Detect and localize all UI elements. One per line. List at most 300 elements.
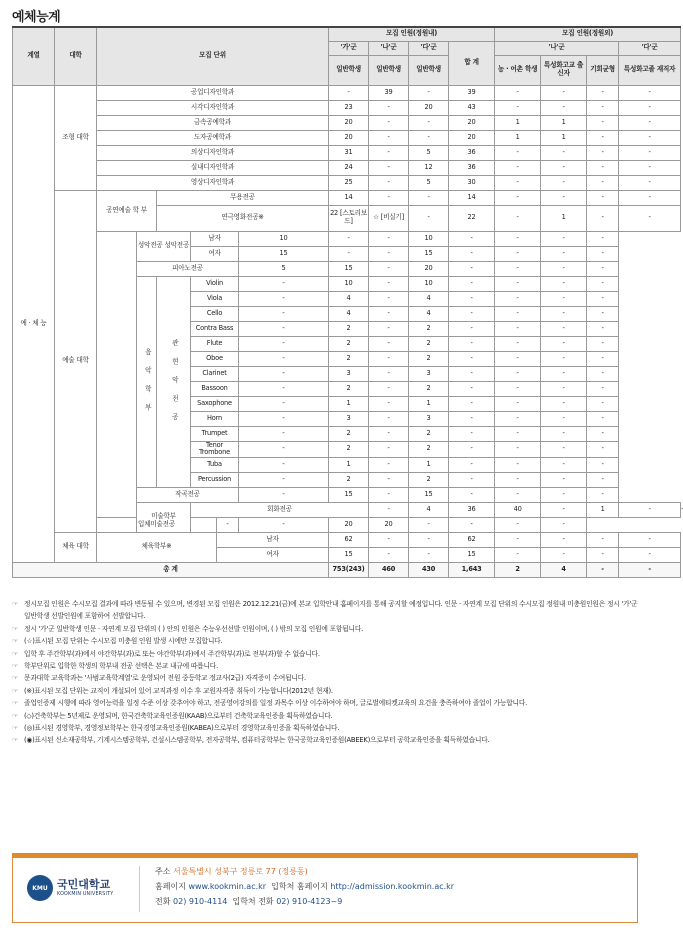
value-cell: - <box>369 366 409 381</box>
note-text: 정시 '가'군 일반학생 인문 · 자연계 모집 단위의 ( ) 안의 인원은 수능우선선발 인원이며, ( ) 밖의 모집 인원에 포함됩니다. <box>24 624 364 633</box>
value-cell: - <box>449 411 495 426</box>
value-cell: 1 <box>541 205 587 231</box>
value-cell: 2 <box>409 336 449 351</box>
value-cell: - <box>541 175 587 190</box>
value-cell: - <box>239 396 329 411</box>
group-orch <box>157 276 191 487</box>
total-value: - <box>587 562 619 577</box>
value-cell: - <box>541 321 587 336</box>
header-special-worker: 특성화고졸 재직자 <box>619 55 681 85</box>
value-cell: 2 <box>409 321 449 336</box>
value-cell: - <box>541 261 587 276</box>
value-cell: - <box>329 85 369 100</box>
value-cell: - <box>495 321 541 336</box>
value-cell: - <box>495 532 541 547</box>
university-logo-icon: KMU <box>27 875 53 901</box>
value-cell: - <box>619 175 681 190</box>
value-cell: 24 <box>329 160 369 175</box>
value-cell: - <box>541 396 587 411</box>
total-value: - <box>619 562 681 577</box>
value-cell: 2 <box>329 381 369 396</box>
value-cell: 2 <box>409 351 449 366</box>
unit-label: 의상디자인학과 <box>97 145 329 160</box>
value-cell: 2 <box>409 426 449 441</box>
value-cell: - <box>587 261 619 276</box>
value-cell: - <box>449 321 495 336</box>
value-cell: - <box>369 246 409 261</box>
note-item <box>12 660 640 672</box>
homepage-line <box>155 879 454 894</box>
value-cell: - <box>495 336 541 351</box>
value-cell: 10 <box>409 276 449 291</box>
header-na: '나'군 <box>369 41 409 55</box>
value-cell: - <box>239 276 329 291</box>
note-text: (※)표시된 모집 단위는 교직이 개설되어 있어 교직과정 이수 후 교원자격증 취득이 가능합니다(2012년 현재). <box>24 686 333 695</box>
value-cell: - <box>409 130 449 145</box>
value-cell: - <box>541 532 587 547</box>
value-cell: - <box>541 336 587 351</box>
value-cell: 23 <box>329 100 369 115</box>
value-cell: 1 <box>409 396 449 411</box>
value-cell: 1 <box>541 130 587 145</box>
gender-male: 남자 <box>191 231 239 246</box>
value-cell: - <box>541 457 587 472</box>
spacer-cell <box>97 231 137 517</box>
value-cell: - <box>495 411 541 426</box>
value-cell: - <box>587 547 619 562</box>
value-cell: 2 <box>409 472 449 487</box>
group-music <box>137 276 157 487</box>
header-general-na: 일반학생 <box>369 55 409 85</box>
unit-label: 도자공예학과 <box>97 130 329 145</box>
value-cell: 1 <box>409 457 449 472</box>
value-cell: 2 <box>329 321 369 336</box>
value-cell: 30 <box>449 175 495 190</box>
admission-label: 입학처 홈페이지 <box>271 882 328 891</box>
note-marker-icon: ☞ <box>12 699 18 708</box>
value-cell: - <box>495 246 541 261</box>
value-cell: - <box>239 426 329 441</box>
value-cell: 2 <box>329 472 369 487</box>
value-cell: - <box>587 130 619 145</box>
value-cell: 15 <box>239 246 329 261</box>
note-item <box>12 710 640 722</box>
header-equal: 기회균형 <box>587 55 619 85</box>
note-item <box>12 598 640 623</box>
value-cell: 4 <box>409 306 449 321</box>
value-cell: - <box>369 396 409 411</box>
value-cell: - <box>541 517 587 532</box>
value-cell: 4 <box>409 291 449 306</box>
value-cell: 36 <box>449 145 495 160</box>
header-da: '다'군 <box>409 41 449 55</box>
value-cell: 10 <box>329 276 369 291</box>
value-cell: - <box>587 336 619 351</box>
value-cell: - <box>369 291 409 306</box>
total-value: 1,643 <box>449 562 495 577</box>
value-cell: - <box>369 276 409 291</box>
value-cell: - <box>495 291 541 306</box>
value-cell: - <box>409 190 449 205</box>
value-cell: - <box>587 231 619 246</box>
value-cell: - <box>495 145 541 160</box>
note-item <box>12 672 640 684</box>
value-cell: 3 <box>409 411 449 426</box>
value-cell: 20 <box>409 261 449 276</box>
recruitment-table-wrap <box>12 26 676 578</box>
value-cell: ☆ [비실기] <box>369 205 409 231</box>
value-cell: - <box>495 426 541 441</box>
gender-female: 여자 <box>191 246 239 261</box>
note-marker-icon: ☞ <box>12 674 18 683</box>
value-cell: - <box>619 502 681 517</box>
value-cell: - <box>409 517 449 532</box>
value-cell: - <box>495 366 541 381</box>
address-label: 주소 <box>155 867 171 876</box>
value-cell: - <box>541 472 587 487</box>
header-general-ga: 일반학생 <box>329 55 369 85</box>
value-cell: - <box>369 261 409 276</box>
value-cell: - <box>495 487 541 502</box>
value-cell: - <box>495 547 541 562</box>
value-cell: 62 <box>449 532 495 547</box>
note-marker-icon: ☞ <box>12 736 18 745</box>
total-value: 2 <box>495 562 541 577</box>
value-cell: 20 <box>329 115 369 130</box>
value-cell: - <box>449 366 495 381</box>
total-label: 총 계 <box>13 562 329 577</box>
note-marker-icon: ☞ <box>12 711 18 720</box>
value-cell: - <box>619 115 681 130</box>
value-cell: 20 <box>329 517 369 532</box>
value-cell: - <box>239 472 329 487</box>
value-cell: - <box>541 306 587 321</box>
homepage-link[interactable]: www.kookmin.ac.kr <box>188 882 267 891</box>
value-cell: - <box>495 160 541 175</box>
value-cell: - <box>587 457 619 472</box>
note-text: (◉)표시된 신소재공학부, 기계시스템공학부, 건설시스템공학부, 전자공학부, 컴퓨터공학부는 한국공학교육인증원(ABEEK)으로부터 공학교육인증을 획득하였습니다. <box>24 736 490 745</box>
value-cell: 39 <box>449 85 495 100</box>
value-cell: 5 <box>409 175 449 190</box>
value-cell: - <box>329 246 369 261</box>
university-name-en: KOOKMIN UNIVERSITY <box>57 892 114 897</box>
value-cell: 2 <box>329 426 369 441</box>
value-cell: - <box>587 306 619 321</box>
value-cell: - <box>587 276 619 291</box>
value-cell: - <box>587 100 619 115</box>
value-cell: - <box>587 85 619 100</box>
value-cell: - <box>495 306 541 321</box>
value-cell: - <box>541 487 587 502</box>
value-cell: - <box>369 190 409 205</box>
note-item <box>12 635 640 647</box>
phone-value: 02) 910-4114 <box>173 897 228 906</box>
unit-label: 피아노전공 <box>137 261 239 276</box>
value-cell: - <box>587 381 619 396</box>
value-cell: - <box>619 205 681 231</box>
gender-female: 여자 <box>217 547 329 562</box>
value-cell: - <box>239 321 329 336</box>
header-outside: 모집 인원(정원외) <box>495 27 681 41</box>
value-cell: - <box>541 276 587 291</box>
value-cell: - <box>369 160 409 175</box>
total-value: 430 <box>409 562 449 577</box>
note-marker-icon: ☞ <box>12 637 18 646</box>
value-cell: - <box>369 351 409 366</box>
value-cell: 4 <box>329 306 369 321</box>
value-cell: - <box>369 502 409 517</box>
unit-label: 영상디자인학과 <box>97 175 329 190</box>
value-cell: - <box>619 532 681 547</box>
note-item <box>12 648 640 660</box>
value-cell: 15 <box>329 261 369 276</box>
unit-label: Bassoon <box>191 381 239 396</box>
value-cell: - <box>587 190 619 205</box>
value-cell: 1 <box>329 396 369 411</box>
value-cell: 20 <box>409 100 449 115</box>
value-cell: 20 <box>449 130 495 145</box>
value-cell: - <box>587 291 619 306</box>
unit-label: 실내디자인학과 <box>97 160 329 175</box>
value-cell: 39 <box>369 85 409 100</box>
value-cell: - <box>369 321 409 336</box>
value-cell: - <box>369 306 409 321</box>
note-text: (☆)표시된 모집 단위는 수시모집 미충원 인원 발생 시에만 모집합니다. <box>24 637 223 646</box>
value-cell: - <box>587 205 619 231</box>
value-cell: - <box>449 231 495 246</box>
value-cell: 20 <box>329 130 369 145</box>
note-text: (◎)표시된 경영학부, 경영정보학부는 한국경영교육인증원(KABEA)으로부터 경영학교육인증을 획득하였습니다. <box>24 724 340 733</box>
unit-label: Percussion <box>191 472 239 487</box>
header-unit: 모집 단위 <box>97 27 329 85</box>
unit-label: Tenor Trombone <box>191 441 239 457</box>
university-name: 국민대학교 <box>57 878 111 891</box>
note-marker-icon: ☞ <box>12 649 18 658</box>
value-cell: 1 <box>541 115 587 130</box>
unit-label: Trumpet <box>191 426 239 441</box>
unit-label: Clarinet <box>191 366 239 381</box>
address-line <box>155 864 454 879</box>
value-cell: 2 <box>329 351 369 366</box>
note-text: 입학 후 주간학부(과)에서 야간학부(과)로 또는 야간학부(과)에서 주간학부(과)로 전부(과)할 수 없습니다. <box>24 649 320 658</box>
value-cell: - <box>541 190 587 205</box>
college-design: 조형 대학 <box>55 85 97 190</box>
header-univ: 대학 <box>55 27 97 85</box>
value-cell: - <box>587 160 619 175</box>
gender-male: 남자 <box>217 532 329 547</box>
value-cell: - <box>541 547 587 562</box>
admission-link[interactable]: http://admission.kookmin.ac.kr <box>330 882 455 891</box>
value-cell: - <box>495 381 541 396</box>
value-cell: 3 <box>409 366 449 381</box>
value-cell: - <box>369 381 409 396</box>
value-cell: - <box>369 115 409 130</box>
value-cell: - <box>541 291 587 306</box>
value-cell: - <box>449 426 495 441</box>
header-total: 합 계 <box>449 41 495 85</box>
value-cell: - <box>239 306 329 321</box>
value-cell: - <box>239 351 329 366</box>
notes-list <box>12 598 640 747</box>
header-na-out: '나'군 <box>495 41 619 55</box>
value-cell: - <box>587 351 619 366</box>
value-cell: - <box>369 231 409 246</box>
group-perform: 공연예술 학 부 <box>97 190 157 231</box>
value-cell: - <box>619 160 681 175</box>
footer-info <box>155 864 454 909</box>
value-cell: 43 <box>449 100 495 115</box>
value-cell: - <box>587 472 619 487</box>
note-item <box>12 697 640 709</box>
college-arts: 예술 대학 <box>55 190 97 532</box>
value-cell: - <box>541 246 587 261</box>
note-marker-icon: ☞ <box>12 662 18 671</box>
note-marker-icon: ☞ <box>12 600 18 608</box>
value-cell: - <box>239 411 329 426</box>
value-cell: - <box>449 487 495 502</box>
value-cell: - <box>541 426 587 441</box>
value-cell: - <box>369 441 409 457</box>
value-cell: - <box>239 336 329 351</box>
value-cell: - <box>449 261 495 276</box>
note-text: 정시모집 인원은 수시모집 결과에 따라 변동될 수 있으며, 변경된 모집 인원은 2012.12.21(금)에 본교 입학안내 홈페이지를 통해 공지할 예정입니다. 인문 · 자연계 모집 단위의 수시모집 정원내 미충원인원은 정시 '가'군 일반학생 선발인원에 포함하여 선발합니다. <box>24 600 638 621</box>
value-cell: 2 <box>409 381 449 396</box>
note-item <box>12 685 640 697</box>
header-rural: 농 · 어촌 학생 <box>495 55 541 85</box>
value-cell: 20 <box>449 115 495 130</box>
page-title: 예체능계 <box>12 10 61 25</box>
value-cell: - <box>541 411 587 426</box>
value-cell: - <box>369 411 409 426</box>
value-cell: - <box>369 547 409 562</box>
unit-label: Viola <box>191 291 239 306</box>
value-cell: 15 <box>329 547 369 562</box>
value-cell: - <box>495 175 541 190</box>
value-cell: 5 <box>239 261 329 276</box>
homepage-label: 홈페이지 <box>155 882 186 891</box>
value-cell: - <box>449 306 495 321</box>
unit-label: 공업디자인학과 <box>97 85 329 100</box>
value-cell: 15 <box>329 487 369 502</box>
value-cell: - <box>369 130 409 145</box>
value-cell: - <box>409 115 449 130</box>
value-cell: - <box>449 396 495 411</box>
value-cell: - <box>495 517 541 532</box>
value-cell: - <box>409 85 449 100</box>
value-cell: - <box>369 145 409 160</box>
value-cell: - <box>449 276 495 291</box>
value-cell: 4 <box>329 291 369 306</box>
header-ga: '가'군 <box>329 41 369 55</box>
admission-phone-value: 02) 910-4123~9 <box>276 897 343 906</box>
unit-label: Tuba <box>191 457 239 472</box>
value-cell: 10 <box>239 231 329 246</box>
total-value: 753(243) <box>329 562 369 577</box>
note-text: 졸업인증제 시행에 따라 영어능력을 일정 수준 이상 갖추어야 하고, 전공영어강의를 일정 과목수 이상 이수하여야 하며, 글로벌에티켓교육의 요건을 충족하여야 졸업이 가능합니다. <box>24 699 528 708</box>
value-cell: - <box>619 190 681 205</box>
value-cell: 22 <box>449 205 495 231</box>
value-cell: 36 <box>449 502 495 517</box>
value-cell: - <box>449 291 495 306</box>
value-cell: - <box>495 396 541 411</box>
value-cell: - <box>369 532 409 547</box>
value-cell: - <box>239 381 329 396</box>
value-cell: 20 <box>369 517 409 532</box>
unit-label: Saxophone <box>191 396 239 411</box>
value-cell: 15 <box>409 487 449 502</box>
note-marker-icon: ☞ <box>12 686 18 695</box>
value-cell: 15 <box>409 246 449 261</box>
value-cell: - <box>369 472 409 487</box>
value-cell: - <box>449 441 495 457</box>
value-cell: - <box>369 426 409 441</box>
value-cell: 31 <box>329 145 369 160</box>
value-cell: - <box>619 547 681 562</box>
value-cell: - <box>449 246 495 261</box>
value-cell: - <box>587 366 619 381</box>
value-cell: - <box>239 487 329 502</box>
value-cell: 40 <box>495 502 541 517</box>
value-cell: - <box>369 487 409 502</box>
value-cell: 62 <box>329 532 369 547</box>
value-cell: - <box>587 487 619 502</box>
footer-accent-bar <box>13 854 637 858</box>
value-cell: - <box>369 457 409 472</box>
college-sports: 체육 대학 <box>55 532 97 562</box>
value-cell: - <box>541 381 587 396</box>
unit-label: Violin <box>191 276 239 291</box>
value-cell: 15 <box>449 547 495 562</box>
note-text: (◇)건축학부는 5년제로 운영되며, 한국건축학교육인증원(KAAB)으로부터 건축학교육인증을 획득하였습니다. <box>24 711 333 720</box>
value-cell: - <box>217 517 239 532</box>
group-vocal: 성악전공 성악전공 <box>137 231 191 261</box>
unit-label: Horn <box>191 411 239 426</box>
unit-label: 무용전공 <box>157 190 329 205</box>
value-cell: - <box>449 336 495 351</box>
unit-label: Cello <box>191 306 239 321</box>
value-cell: 4 <box>409 502 449 517</box>
value-cell: - <box>239 291 329 306</box>
header-field: 계열 <box>13 27 55 85</box>
value-cell: - <box>495 441 541 457</box>
unit-label: 회화전공 <box>191 502 369 517</box>
value-cell: - <box>587 321 619 336</box>
value-cell: - <box>449 472 495 487</box>
value-cell: 1 <box>329 457 369 472</box>
unit-label: 작곡전공 <box>137 487 239 502</box>
note-item <box>12 734 640 746</box>
value-cell: 1 <box>495 130 541 145</box>
value-cell: - <box>495 190 541 205</box>
unit-label: Contra Bass <box>191 321 239 336</box>
value-cell: - <box>541 145 587 160</box>
value-cell: - <box>449 351 495 366</box>
value-cell: - <box>587 175 619 190</box>
value-cell: - <box>495 231 541 246</box>
value-cell: - <box>495 351 541 366</box>
group-fine: 미술학부 <box>137 502 191 532</box>
value-cell: - <box>541 85 587 100</box>
value-cell: 14 <box>449 190 495 205</box>
group-sports: 체육학부※ <box>97 532 217 562</box>
value-cell: - <box>409 547 449 562</box>
header-general-da: 일반학생 <box>409 55 449 85</box>
value-cell: - <box>587 532 619 547</box>
value-cell: - <box>587 411 619 426</box>
value-cell: - <box>409 532 449 547</box>
note-item <box>12 623 640 635</box>
value-cell: 1 <box>587 502 619 517</box>
